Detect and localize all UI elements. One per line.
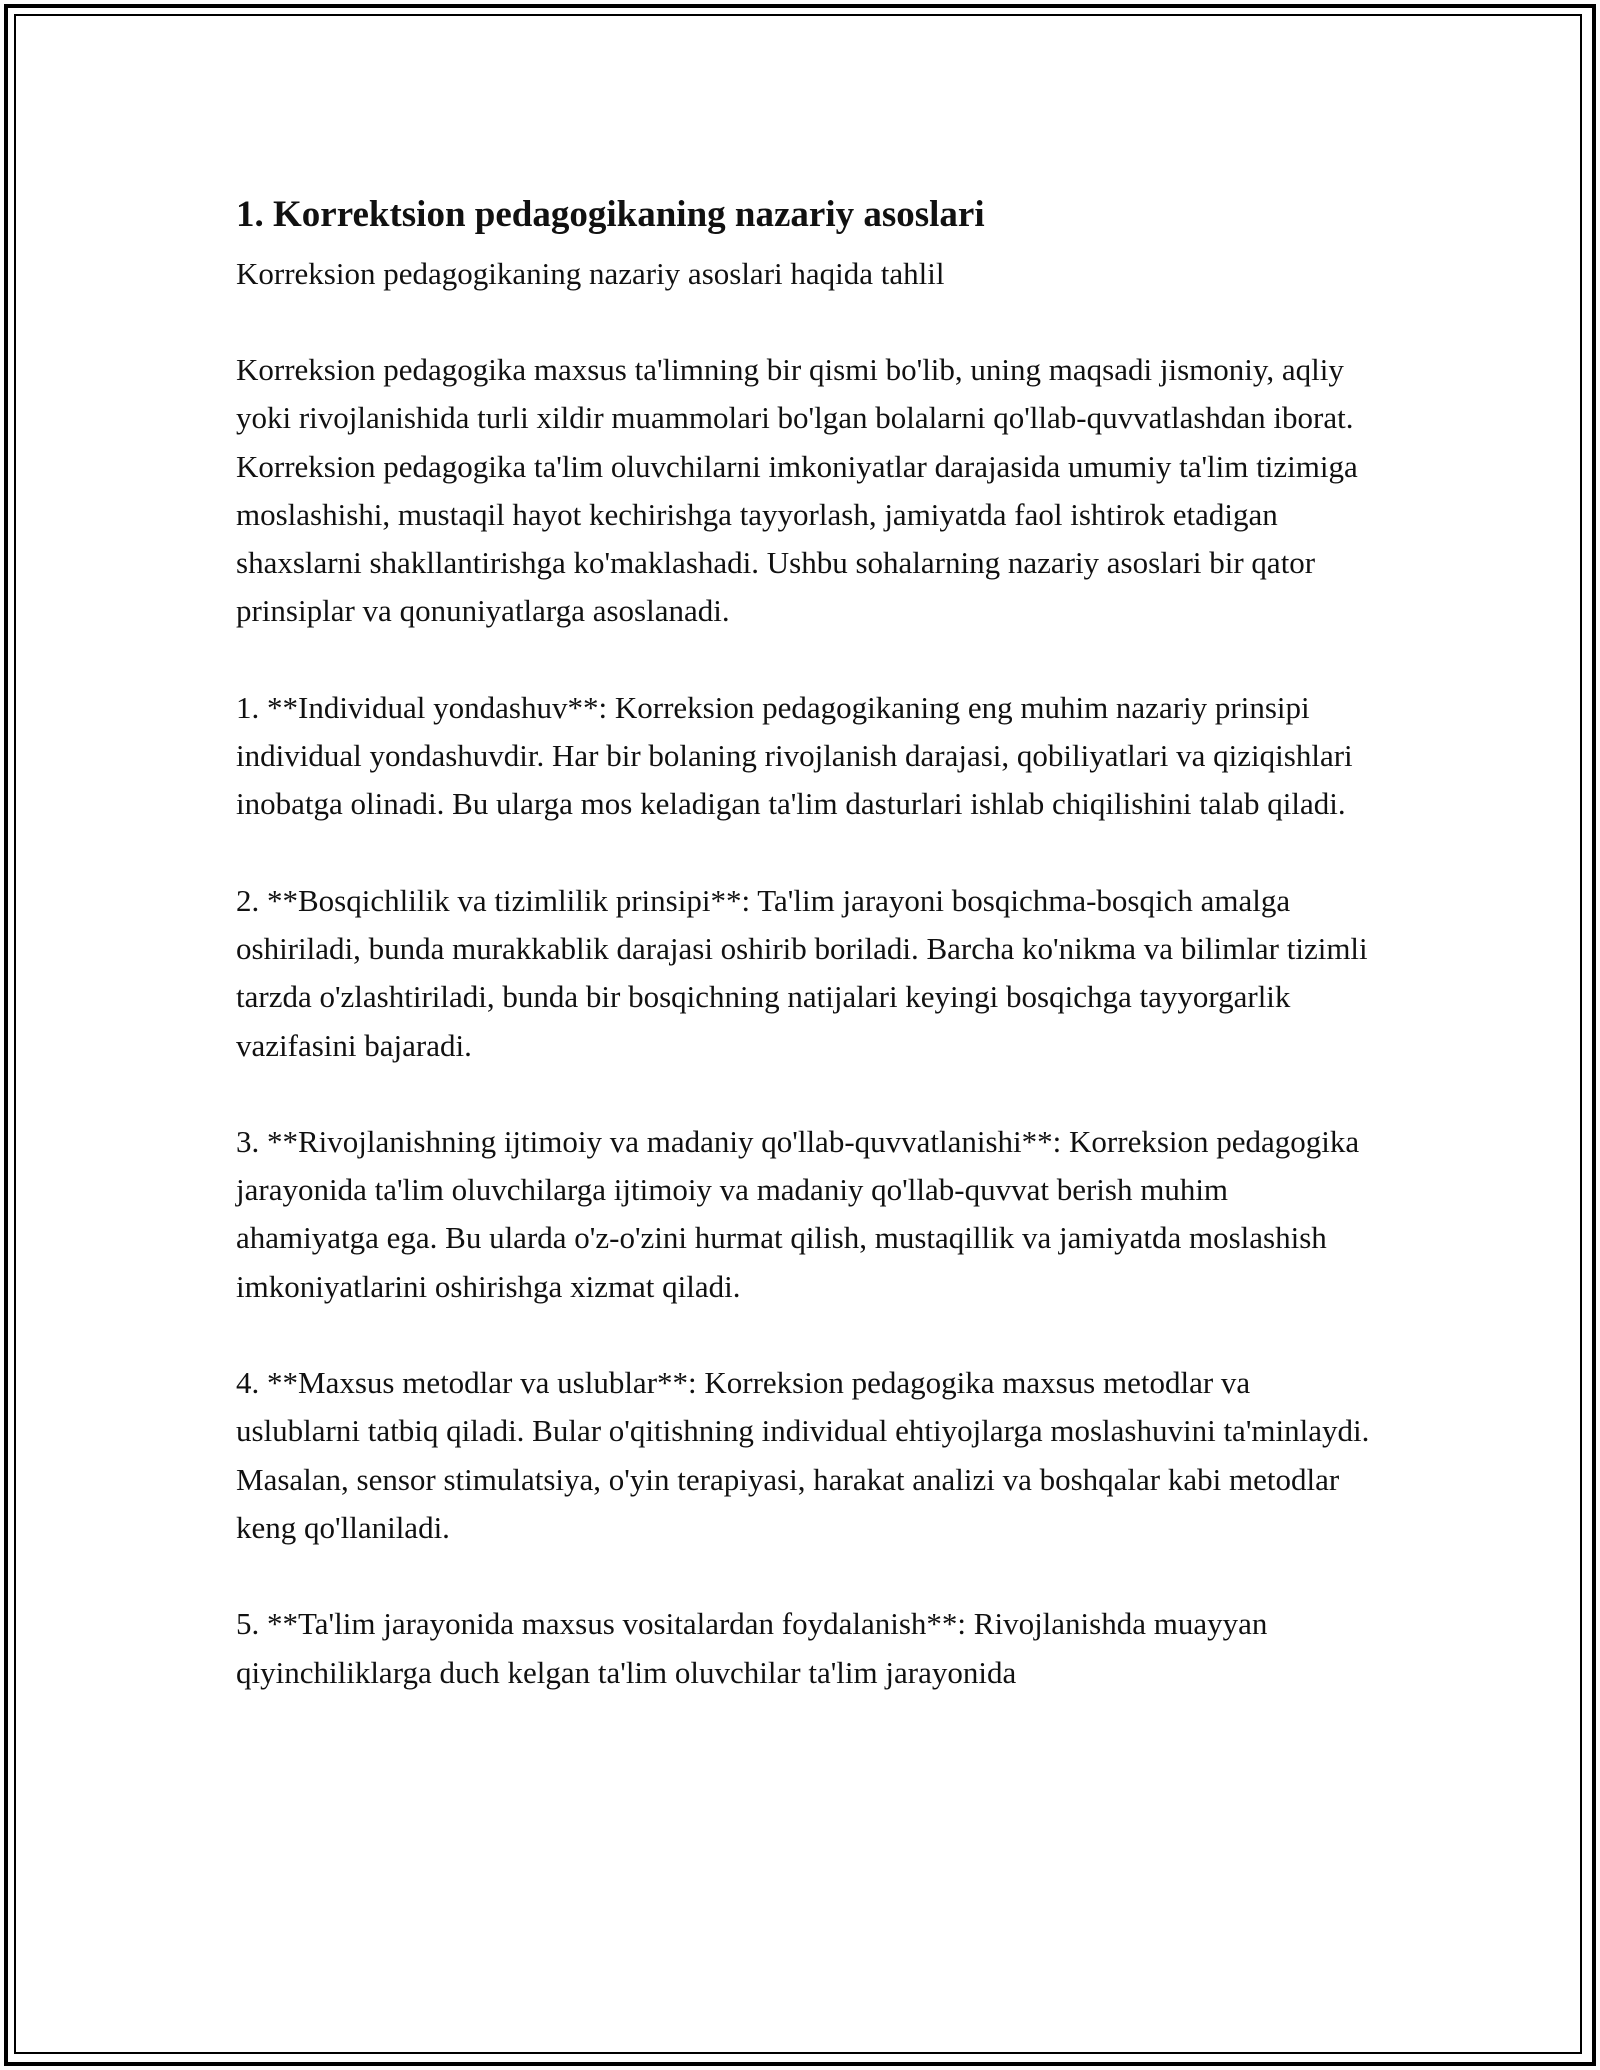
- principle-paragraph-3: 3. **Rivojlanishning ijtimoiy va madaniy qo'llab-quvvatlanishi**: Korreksion pedagogika jarayonida ta'lim oluvchilarga ijtimoiy va madaniy qo'llab-quvvat berish muhim ahamiyatga ega. Bu ularda o'z-o'zini hurmat qilish, mustaqillik va jamiyatda moslashish imkoniyatlarini oshirishga xizmat qiladi.: [236, 1123, 1360, 1304]
- section-heading: 1. Korrektsion pedagogikaning nazariy asoslari: [236, 194, 985, 235]
- document-subtitle: Korreksion pedagogikaning nazariy asoslari haqida tahlil: [236, 256, 945, 291]
- intro-paragraph: Korreksion pedagogika maxsus ta'limning bir qismi bo'lib, uning maqsadi jismoniy, aqliy yoki rivojlanishida turli xildir muammolari bo'lgan bolalarni qo'llab-quvvatlashdan iborat. Korreksion pedagogika ta'lim oluvchilarni imkoniyatlar darajasida umumiy ta'lim tizimiga moslashishi, mustaqil hayot kechirishga tayyorlash, jamiyatda faol ishtirok etadigan shaxslarni shakllantirishga ko'maklashadi. Ushbu sohalarning nazariy asoslari bir qator prinsiplar va qonuniyatlarga asoslanadi.: [236, 352, 1358, 629]
- document-body: [236, 180, 1376, 1745]
- principle-paragraph-1: 1. **Individual yondashuv**: Korreksion pedagogikaning eng muhim nazariy prinsipi individual yondashuvdir. Har bir bolaning rivojlanish darajasi, qobiliyatlari va qiziqishlari inobatga olinadi. Bu ularga mos keladigan ta'lim dasturlari ishlab chiqilishini talab qiladi.: [236, 689, 1353, 822]
- principle-paragraph-2: 2. **Bosqichlilik va tizimlilik prinsipi**: Ta'lim jarayoni bosqichma-bosqich amalga oshiriladi, bunda murakkablik darajasi oshirib boriladi. Barcha ko'nikma va bilimlar tizimli tarzda o'zlashtiriladi, bunda bir bosqichning natijalari keyingi bosqichga tayyorgarlik vazifasini bajaradi.: [236, 882, 1368, 1063]
- principle-paragraph-4: 4. **Maxsus metodlar va uslublar**: Korreksion pedagogika maxsus metodlar va uslublarni tatbiq qiladi. Bular o'qitishning individual ehtiyojlarga moslashuvini ta'minlaydi. Masalan, sensor stimulatsiya, o'yin terapiyasi, harakat analizi va boshqalar kabi metodlar keng qo'llaniladi.: [236, 1365, 1370, 1545]
- principle-paragraph-5: 5. **Ta'lim jarayonida maxsus vositalardan foydalanish**: Rivojlanishda muayyan qiyinchiliklarga duch kelgan ta'lim oluvchilar ta'lim jarayonida: [236, 1606, 1268, 1690]
